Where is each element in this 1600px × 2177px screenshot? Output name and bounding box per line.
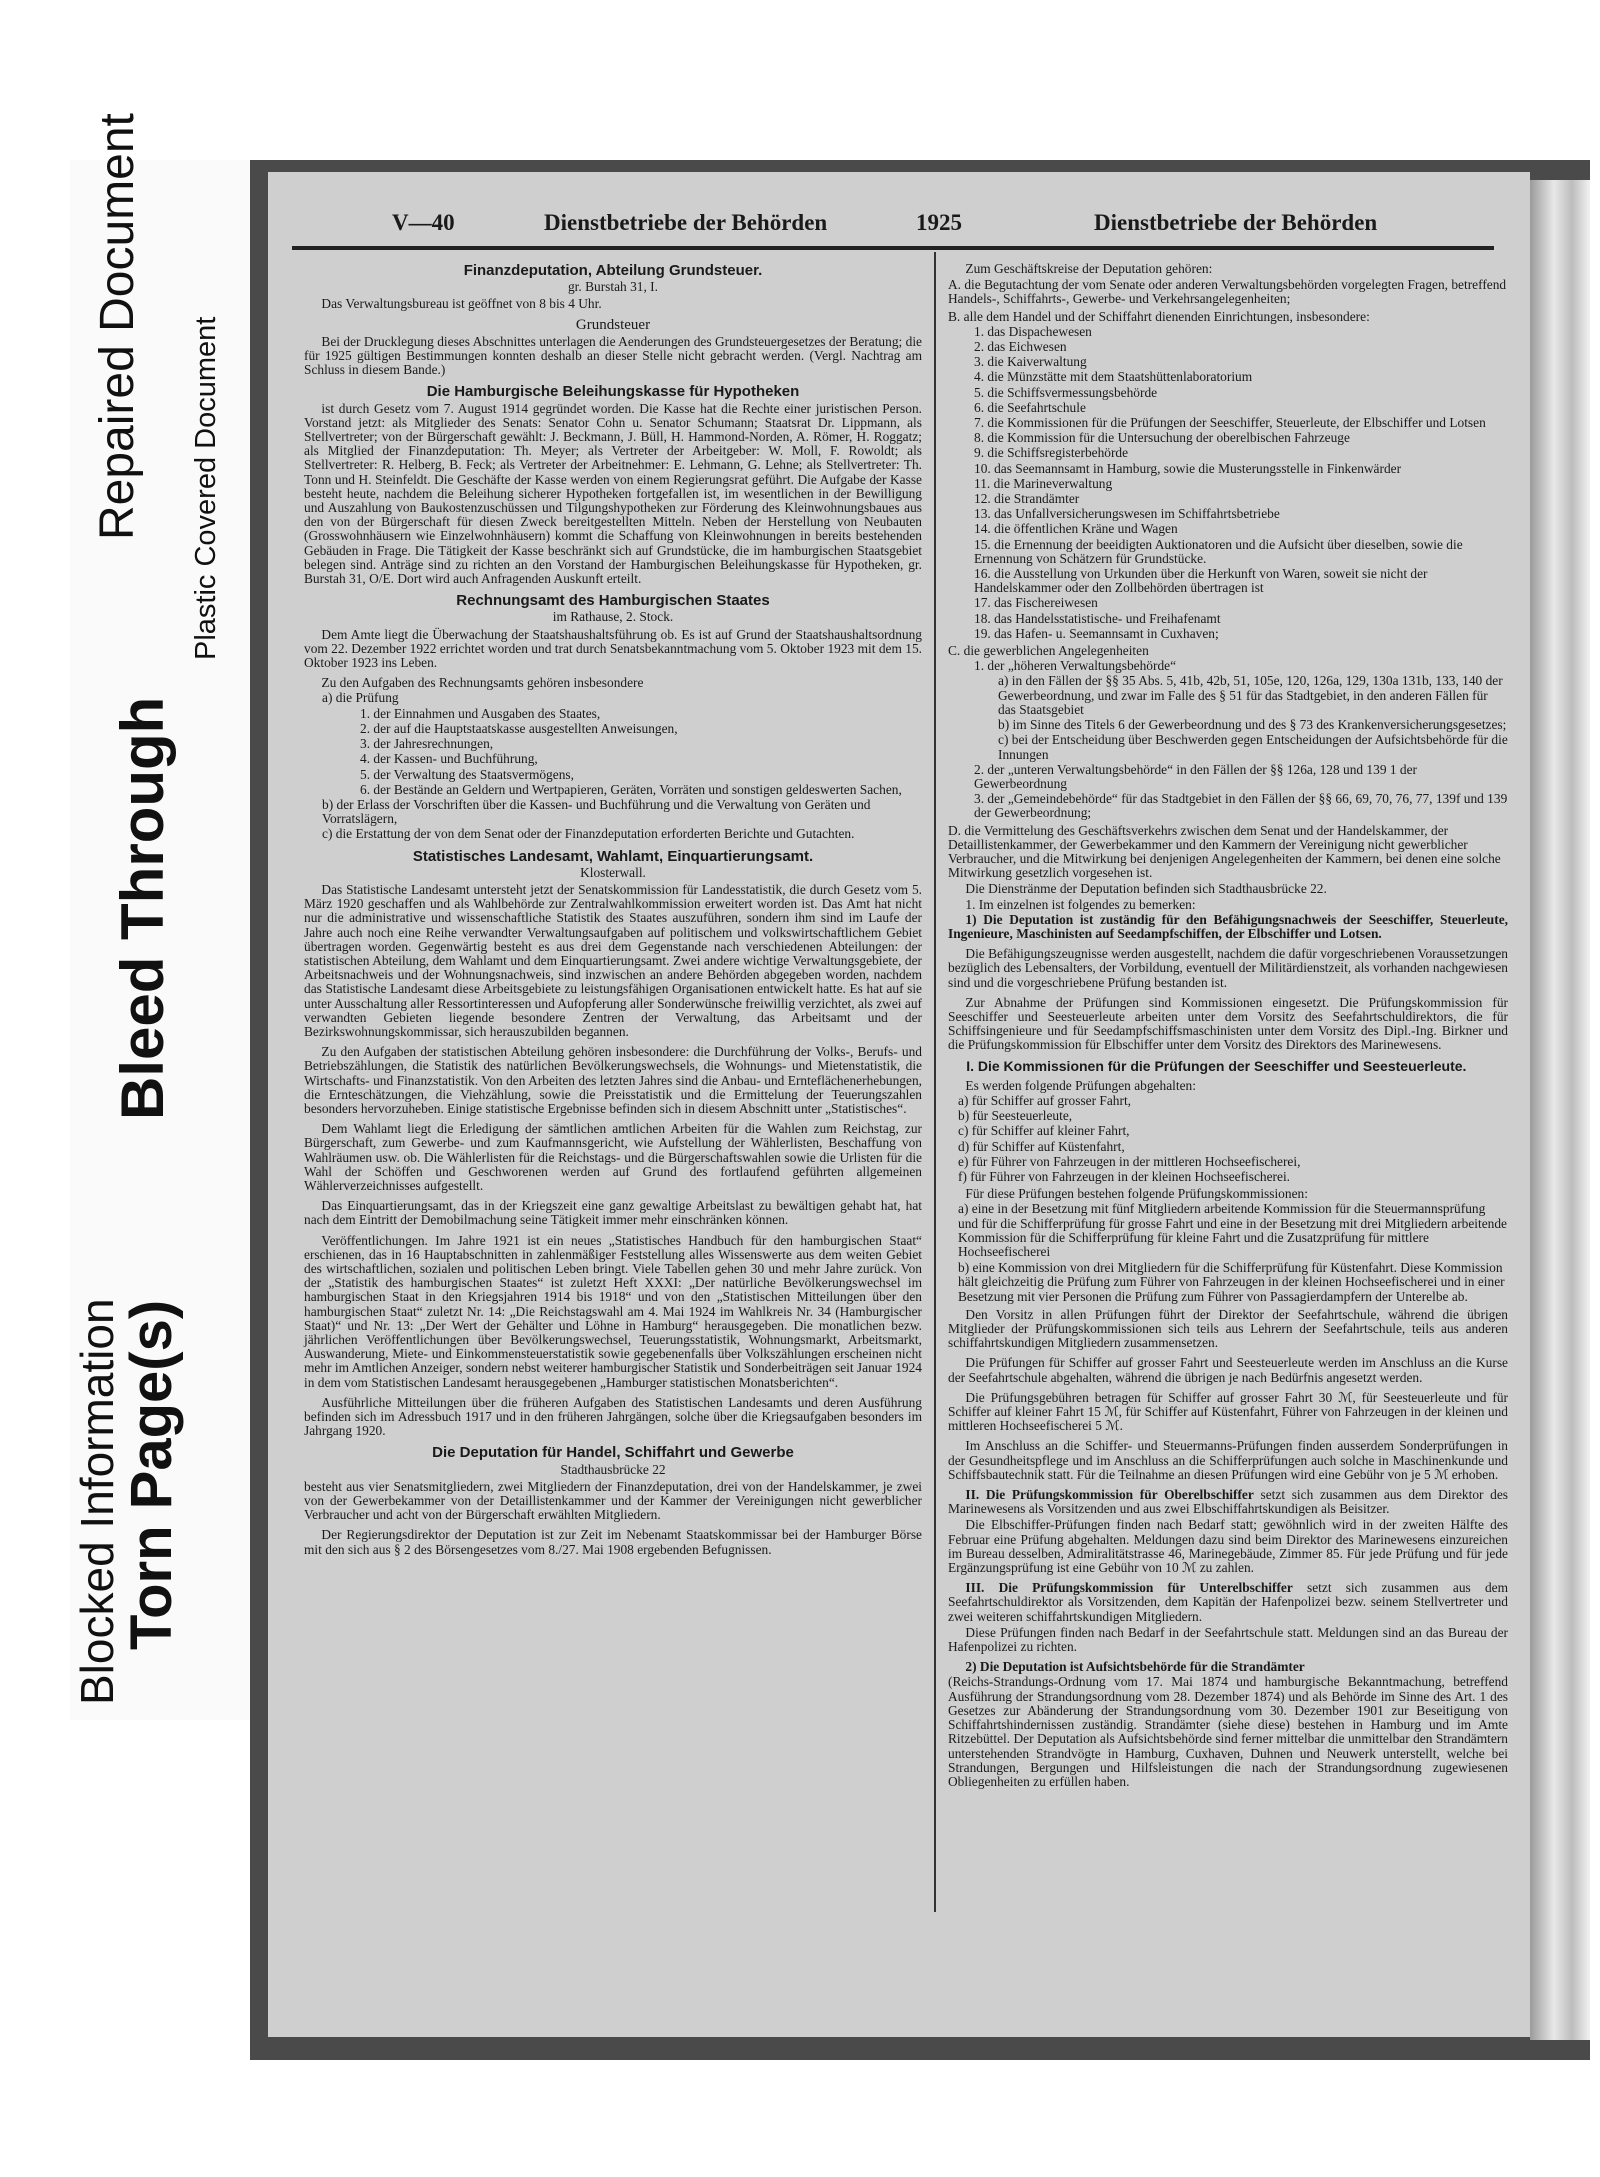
list-item: 3. die Kaiverwaltung [974, 354, 1087, 370]
list-item: 3. der Jahresrechnungen, [360, 736, 494, 752]
list-item: b) der Erlass der Vorschriften über die Kassen- und Buchführung und die Verwaltung von Geräten und Vorratslägern, [322, 796, 871, 827]
list-item: 12. die Strandämter [974, 491, 1080, 507]
plastic-covered-document-label: Plastic Covered Document [190, 316, 222, 660]
paragraph: Für diese Prüfungen bestehen folgende Prüfungskommissionen: [965, 1186, 1308, 1202]
list-item: 15. die Ernennung der beeidigten Auktionatoren und die Aufsicht über dieselben, sowie die Ernennung von Schätzern für Grundstücke. [974, 536, 1463, 566]
section-title: Die Hamburgische Beleihungskasse für Hypotheken [426, 383, 800, 401]
header-year: 1925 [916, 210, 962, 235]
paragraph: Bei der Drucklegung dieses Abschnittes unterlagen die Aenderungen des Grundsteuergesetzes der Beratung; die für 1925 gültigen Bestimmungen konnten deshalb an dieser Stelle nicht gebracht werden. (Vergl. Nachtrag am Schluss in diesem Bande.) [304, 333, 922, 378]
header-right-title: Dienstbetriebe der Behörden [1094, 210, 1378, 235]
list-item: 14. die öffentlichen Kräne und Wagen [974, 521, 1178, 537]
section-title: Rechnungsamt des Hamburgischen Staates [456, 592, 770, 610]
list-item: 13. das Unfallversicherungswesen im Schiffahrtsbetriebe [974, 506, 1280, 522]
document-page [268, 172, 1530, 2037]
section-title: Statistisches Landesamt, Wahlamt, Einquartierungsamt. [412, 847, 814, 865]
subheading: I. Die Kommissionen für die Prüfungen der Seeschiffer und Seesteuerleute. [966, 1057, 1467, 1074]
column-divider [934, 252, 936, 1912]
list-item: 17. das Fischereiwesen [974, 595, 1098, 611]
header-rule [292, 246, 1494, 250]
list-item: f) für Führer von Fahrzeugen in der kleinen Hochseefischerei. [958, 1168, 1291, 1184]
blocked-information-label: Blocked Information [71, 1298, 123, 1705]
list-item: d) für Schiffer auf Küstenfahrt, [958, 1138, 1125, 1154]
paragraph [948, 1581, 1508, 1624]
repaired-document-label: Repaired Document [91, 113, 144, 540]
left-column [304, 262, 922, 1563]
bleed-through-label: Bleed Through [109, 696, 176, 1120]
list-item: e) für Führer von Fahrzeugen in der mittleren Hochseefischerei, [958, 1153, 1301, 1169]
paragraph: Im Anschluss an die Schiffer- und Steuermanns-Prüfungen finden ausserdem Sonderprüfungen in der Gesundheitspflege und im Anschluss an die Schifferprüfungen auch solche in Maschinenkunde und Schiffsbautechnik statt. Für die Teilnahme an diesen Prüfungen wird eine Gebühr von je 5 ℳ erhoben. [948, 1438, 1508, 1482]
list-item: a) eine in der Besetzung mit fünf Mitgliedern arbeitende Kommission für die Steuermannsprüfung und für die Schifferprüfung für grosse Fahrt und eine in der Besetzung mit drei Mitgliedern arbeitende Kommission für die Schifferprüfung für kleine Fahrt und die Zusatzprüfung für mittlere Hochseefischerei [958, 1201, 1507, 1259]
paragraph: Zum Geschäftskreise der Deputation gehören: [965, 261, 1213, 276]
list-item: C. die gewerblichen Angelegenheiten [948, 643, 1149, 659]
paragraph: besteht aus vier Senatsmitgliedern, zwei Mitgliedern der Finanzdeputation, drei von der Handelskammer, je zwei von der Gewerbekammer von der Detaillistenkammer und der Kammer der Vereinigungen nicht gewerblicher Verbraucher und acht von der Bürgerschaft erwählten Mitgliedern. [304, 1478, 922, 1523]
paragraph: Dem Wahlamt liegt die Erledigung der sämtlichen amtlichen Arbeiten für die Wahlen zum Reichstag, zur Bürgerschaft, zum Gewerbe- und zum Kaufmannsgericht, wie Aufstellung der Wählerlisten, Beschaffung von Wahlräumen usw. ob. Die Wählerlisten für die Reichstags- und die Bürgerschaftswahlen sowie die Urlisten für die Wahl der Schöffen und Geschworenen werden auf Grund des fortlaufend geführten allgemeinen Wählerverzeichnisses aufgestellt. [304, 1121, 922, 1193]
header-left-title: Dienstbetriebe der Behörden [544, 210, 828, 235]
torn-pages-label: Torn Page(s) [119, 1299, 184, 1650]
list-item: 6. der Bestände an Geldern und Wertpapieren, Geräten, Vorräten und sonstigen geldeswerten Sachen, [360, 781, 902, 797]
list-item: A. die Begutachtung der vom Senate oder anderen Verwaltungsbehörden vorgelegten Fragen, betreffend Handels-, Schiffahrts-, Gewerbe- und Verkehrsangelegenheiten; [948, 277, 1507, 307]
paragraph: Die Prüfungen für Schiffer auf grosser Fahrt und Seesteuerleute werden im Anschluss an die Kurse der Seefahrtschule abgehalten, während die übrigen je nach Bedürfnis angesetzt werden. [948, 1355, 1508, 1385]
paragraph: Es werden folgende Prüfungen abgehalten: [965, 1077, 1196, 1093]
page-edge [1530, 180, 1590, 2040]
section-address: gr. Burstah 31, I. [567, 279, 658, 295]
list-item: 19. das Hafen- u. Seemannsamt in Cuxhaven; [974, 625, 1219, 641]
list-item: 1. das Dispachewesen [974, 323, 1092, 339]
paragraph: Zu den Aufgaben der statistischen Abteilung gehören insbesondere: die Durchführung der Volks-, Berufs- und Betriebszählungen, die Statistik des natürlichen Bevölkerungswechsels, die Wohnungs- und Mietenstatistik, die Wirtschafts- und Finanzstatistik. Von den Arbeiten des letzten Jahres sind die Anbau- und Ernteflächenerhebungen, die Ernteschätzungen, die Viehzählung, sowie die Preisstatistik und die Ermittelung der Teuerungszahlen besonders hervorzuheben. Einige statistische Ergebnisse befinden sich in diesem Abschnitt unter „Statistisches“. [304, 1044, 922, 1116]
paragraph: Die Prüfungsgebühren betragen für Schiffer auf grosser Fahrt 30 ℳ, für Seesteuerleute und für Schiffer auf kleiner Fahrt 15 ℳ, für Schiffer auf Küstenfahrt, Führer von Fahrzeugen in der kleinen und mittleren Hochseefischerei 5 ℳ. [948, 1389, 1508, 1434]
paragraph: Die Dienstränme der Deputation befinden sich Stadthausbrücke 22. [965, 881, 1327, 897]
list-item: 4. der Kassen- und Buchführung, [360, 751, 538, 767]
paragraph-text: setzt sich zusammen aus dem Direktor des Marinewesens als Vorsitzenden und aus zwei Elbschiffahrtskundigen als Beisitzer. [948, 1487, 1508, 1517]
page-number: V—40 [392, 210, 455, 235]
list-item: b) für Seesteuerleute, [958, 1108, 1073, 1124]
list-item: 5. die Schiffsvermessungsbehörde [974, 384, 1158, 400]
paragraph: Ausführliche Mitteilungen über die früheren Aufgaben des Statistischen Landesamts und deren Ausführung befinden sich im Adressbuch 1917 und in den früheren Jahrgängen, solche über die Kriegsaufgaben besonders im Jahrgang 1920. [304, 1394, 922, 1439]
list-item: 7. die Kommissionen für die Prüfungen der Seeschiffer, Steuerleute, der Elbschiffer und Lotsen [974, 415, 1486, 431]
list-item: c) bei der Entscheidung über Beschwerden gegen Entscheidungen der Aufsichtsbehörde für die Innungen [998, 732, 1508, 762]
paragraph: Die Befähigungszeugnisse werden ausgestellt, nachdem die dafür vorgeschriebenen Voraussetzungen bezüglich des Lebensalters, der Vorbildung, eventuell der Militärdienstzeit, als vorhanden nachgewiesen sind und die vorgeschriebene Prüfung bestanden ist. [948, 946, 1508, 990]
section-title: Die Deputation für Handel, Schiffahrt und Gewerbe [432, 1444, 794, 1462]
paragraph: ist durch Gesetz vom 7. August 1914 gegründet worden. Die Kasse hat die Rechte einer juristischen Person. Vorstand jetzt: als Mitglieder des Senats: Senator Cohn u. Senator Schumann; Staatsrat Dr. Lippmann, als Stellvertreter; von der Bürgerschaft gewählt: J. Beckmann, J. Büll, H. Hammond-Norden, A. Römer, H. Roggatz; als Mitglied der Finanzdeputation: Th. Meyer; als Vertreter der Arbeitgeber: W. Moll, F. Rowoldt; als Stellvertreter: R. Helberg, B. Feck; als Vertreter der Arbeitnehmer: E. Lehmann, G. Lehne; als Stellvertreter: Th. Tonn und H. Steinfeldt. Die Geschäfte der Kasse werden von einem Regierungsrat geführt. Die Aufgabe der Kasse besteht heute, nachdem die Beleihung sicherer Hypotheken fortgefallen ist, im wesentlichen in der Bewilligung und Auszahlung von Baukostenzuschüssen und Tilgungshypotheken zur Förderung des Kleinwohnungsbaues aus den von der Bürgerschaft für diesen Zweck bereitgestellten Mitteln. Neben der Herstellung von Neubauten (Grosswohnhäusern wie Einzelwohnhäusern) kommt die Schaffung von Kleinwohnungen in bereits bestehenden Gebäuden in Frage. Die Tätigkeit der Kasse beschränkt sich auf Grundstücke, die im hamburgischen Staatsgebiet belegen sind. Anträge sind zu richten an den Vorstand der Hamburgischen Beleihungskasse für Hypotheken, gr. Burstah 31, O/E. Dort wird auch Anfragenden Auskunft erteilt. [304, 400, 922, 587]
list-item: 8. die Kommission für die Untersuchung der oberelbischen Fahrzeuge [974, 430, 1350, 446]
list-item: 18. das Handelsstatistische- und Freihafenamt [974, 610, 1221, 626]
paragraph-text: setzt sich zusammen aus dem Seefahrtschuldirektor als Vorsitzenden, dem Kapitän der Hafenpolizei bezw. seinem Stellvertreter und zwei weiteren schiffahrtskundigen Mitgliedern. [948, 1580, 1509, 1624]
paragraph: Das Einquartierungsamt, das in der Kriegszeit eine ganz gewaltige Arbeitslast zu bewältigen gehabt hat, hat nach dem Eintritt der Demobilmachung seine Tätigkeit immer mehr einschränken können. [304, 1198, 922, 1228]
list-item: 5. der Verwaltung des Staatsvermögens, [360, 766, 574, 782]
paragraph: 2) Die Deputation ist Aufsichtsbehörde für die Strandämter [965, 1659, 1305, 1675]
list-item: 6. die Seefahrtschule [974, 399, 1086, 415]
office-hours: Das Verwaltungsbureau ist geöffnet von 8 bis 4 Uhr. [321, 296, 602, 312]
subheading: Grundsteuer [575, 316, 651, 333]
list-item: c) für Schiffer auf kleiner Fahrt, [958, 1123, 1130, 1139]
list-item: 10. das Seemannsamt in Hamburg, sowie die Musterungsstelle in Finkenwärder [974, 460, 1402, 476]
list-item: c) die Erstattung der von dem Senat oder der Finanzdeputation erforderten Berichte und Gutachten. [322, 826, 855, 842]
right-column [948, 262, 1508, 1795]
running-head [268, 210, 1530, 246]
section-title: Finanzdeputation, Abteilung Grundsteuer. [463, 262, 763, 279]
paragraph: Veröffentlichungen. Im Jahre 1921 ist ein neues „Statistisches Handbuch für den hamburgischen Staat“ erschienen, das in 16 Hauptabschnitten in zahlenmäßiger Feststellung alles Wissenswerte aus dem weiten Gebiet des wirtschaftlichen, sozialen und politischen Leben bringt. Viele Tabellen gehen 30 und mehr Jahre zurück. Von der „Statistik des hamburgischen Staates“ ist zuletzt Heft XXXI: „Der natürliche Bevölkerungswechsel im hamburgischen Staat in den Kriegsjahren 1914 bis 1918“ und von den „Statistischen Mitteilungen über den hamburgischen Staat“ zuletzt Nr. 14: „Die Reichstagswahl am 4. Mai 1924 im Wahlkreis Nr. 34 (Hamburgischer Staat)“ und Nr. 13: „Der Wert der Gehälter und Löhne in Hamburg“ herausgegeben. Die monatlichen bezw. jährlichen Veröffentlichungen über Bevölkerungswechsel, Teuerungsstatistik, Wohnungsmarkt, Arbeitsmarkt, Auswanderung, Miete- und Einkommensteuerstatistik sowie gegebenenfalls über Volkszählungen erscheinen nicht mehr im Amtlichen Anzeiger, sondern nebst weiterer hamburgischer Statistik und Sonderbeiträgen seit Januar 1924 in dem vom Statistischen Landesamt herausgegebenen „Hamburger statistischen Monatsberichten“. [304, 1232, 923, 1390]
paragraph: 1) Die Deputation ist zuständig für den Befähigungsnachweis der Seeschiffer, Steuerleute, Ingenieure, Maschinisten auf Seedampfschiffen, der Elbschiffer und Lotsen. [948, 911, 1508, 941]
list-item: 2. der auf die Hauptstaatskasse ausgestellten Anweisungen, [360, 720, 678, 736]
list-item: 1. der „höheren Verwaltungsbehörde“ [974, 658, 1177, 674]
list-item: 3. der „Gemeindebehörde“ für das Stadtgebiet in den Fällen der §§ 66, 69, 70, 76, 77, 139f und 139 der Gewerbeordnung; [974, 791, 1508, 821]
section-address: Klosterwall. [580, 864, 646, 880]
paragraph: Den Vorsitz in allen Prüfungen führt der Direktor der Seefahrtschule, während die übrigen Mitglieder der Prüfungskommissionen sich teils aus Lehrern der Seefahrtschule, teils aus anderen schiffahrtskundigen Mitgliedern zusammensetzen. [948, 1306, 1508, 1351]
paragraph: Diese Prüfungen finden nach Bedarf in der Seefahrtschule statt. Meldungen sind an das Bureau der Hafenpolizei zu richten. [948, 1624, 1508, 1655]
paragraph [948, 1488, 1508, 1516]
paragraph: (Reichs-Strandungs-Ordnung vom 17. Mai 1874 und hamburgische Bekanntmachung, betreffend Ausführung der Strandungsordnung vom 28. Dezember 1874) und als Behörde im Sinne des Art. 1 des Gesetzes zur Abänderung der Strandungsordnung vom 30. Dezember 1901 zur Beseitigung von Schiffahrtshindernissen zuständig. Strandämter (siehe diese) bestehen in Hamburg und im Amte Ritzebüttel. Der Deputation als Aufsichtsbehörde sind ferner mittelbar die unmittelbar den Strandämtern unterstehenden Strandvögte in Hamburg, Cuxhaven, Duhnen und Neuwerk unterstellt, welche bei Strandungen, Bergungen und Hilfsleistungen die nach der Strandungsordnung zugewiesenen Obliegenheiten zu erfüllen haben. [948, 1674, 1508, 1789]
paragraph: 1. Im einzelnen ist folgendes zu bemerken: [965, 896, 1196, 912]
paragraph: Zu den Aufgaben des Rechnungsamts gehören insbesondere [321, 675, 644, 691]
list-item: 2. das Eichwesen [974, 339, 1067, 355]
list-item: D. die Vermittelung des Geschäftsverkehrs zwischen dem Senat und der Handelskammer, der Detaillistenkammer, der Gewerbekammer und den Kammern der Vereinigung nicht gewerblicher Verbraucher, und die Mitwirkung bei denjenigen Angelegenheiten der Kammern, bei denen eine solche Mitwirkung gesetzlich vorgesehen ist. [948, 822, 1501, 881]
list-item: B. alle dem Handel und der Schiffahrt dienenden Einrichtungen, insbesondere: [948, 308, 1370, 324]
list-item: 11. die Marineverwaltung [974, 475, 1113, 491]
list-item: 9. die Schiffsregisterbehörde [974, 445, 1129, 461]
subheading: III. Die Prüfungskommission für Unterelbschiffer [965, 1580, 1293, 1596]
list-item: 4. die Münzstätte mit dem Staatshüttenlaboratorium [974, 369, 1253, 385]
paragraph: Die Elbschiffer-Prüfungen finden nach Bedarf statt; gewöhnlich wird in der zweiten Hälfte des Februar eine Prüfung abgehalten. Meldungen dazu sind beim Direktor des Marinewesens einzureichen im Bureau desselben, Admiralitätstrasse 46, Marinegebäude, Zimmer 85. Für jede Prüfung und für jede Ergänzungsprüfung ist eine Gebühr von 10 ℳ zu zahlen. [948, 1517, 1508, 1576]
paragraph: Zur Abnahme der Prüfungen sind Kommissionen eingesetzt. Die Prüfungskommission für Seeschiffer und Seesteuerleute arbeiten unter dem Vorsitz des Seefahrtschuldirektors, die für Schiffsingenieure und für Seedampfschiffsmaschinisten unter dem Vorsitz des Dipl.-Ing. Birkner und die Prüfungskommission für Elbschiffer unter dem Vorsitz des Direktors des Marinewesens. [948, 994, 1508, 1053]
list-item: 16. die Ausstellung von Urkunden über die Herkunft von Waren, soweit sie nicht der Handelskammer oder den Zollbehörden übertragen ist [974, 566, 1428, 596]
list-item: 2. der „unteren Verwaltungsbehörde“ in den Fällen der §§ 126a, 128 und 139 1 der Gewerbeordnung [974, 761, 1418, 791]
list-item: a) in den Fällen der §§ 35 Abs. 5, 41b, 42b, 51, 105e, 120, 126a, 129, 130a 131b, 133, 140 der Gewerbeordnung, und zwar im Falle des § 51 für das Stadtgebiet, in den anderen Fällen für das Staatsgebiet [998, 673, 1503, 717]
subheading: II. Die Prüfungskommission für Oberelbschiffer [965, 1487, 1254, 1503]
list-item: b) eine Kommission von drei Mitgliedern für die Schifferprüfung für Küstenfahrt. Diese Kommission hält gleichzeitig die Prüfung zum Führer von Fahrzeugen in der kleinen Hochseefischerei und in einer Besetzung mit vier Personen die Prüfung zum Führer von Passagierdampfern der Unterelbe ab. [958, 1260, 1505, 1304]
paragraph: Das Statistische Landesamt untersteht jetzt der Senatskommission für Landesstatistik, die durch Gesetz vom 5. März 1920 geschaffen und als Wahlbehörde zur Zentralwahlkommission erweitert worden ist. Das Amt hat nicht nur die administrative und wissenschaftliche Statistik des Staates auszuführen, sondern ihm sind im Laufe der Jahre auch noch eine Reihe verwandter Verwaltungsaufgaben auf politischem und volkswirtschaftlichem Gebiet übertragen worden. Gegenwärtig besteht es aus drei dem Gegenstande nach verschiedenen Abteilungen: der statistischen Abteilung, dem Wahlamt und dem Einquartierungsamt. Zwei andere wichtige Verwaltungsgebiete, der Arbeitsnachweis und der Wohnungsnachweis, sind inzwischen an andere Behörden abgegeben worden, nachdem das Statistische Landesamt diese Arbeitsgebiete zu leistungsfähigen Organisationen entwickelt hatte. Es hat auf sie unter Ausschaltung aller Ressortinteressen und Aufopferung aller Sonderwünsche freiwillig verzichtet, als zwei auf verwandten Gebieten liegende besondere Zentren der Verwaltung, das Arbeitsamt und der Bezirkswohnungskommissar, sich herauszubilden begannen. [304, 881, 922, 1039]
section-address: im Rathause, 2. Stock. [552, 609, 674, 625]
list-item: a) für Schiffer auf grosser Fahrt, [958, 1092, 1132, 1108]
list-item: b) im Sinne des Titels 6 der Gewerbeordnung und des § 73 des Krankenversicherungsgesetzes; [998, 717, 1507, 733]
paragraph: Dem Amte liegt die Überwachung der Staatshaushaltsführung ob. Es ist auf Grund der Staatshaushaltsordnung vom 22. Dezember 1922 errichtet worden und trat durch Senatsbekanntmachung vom 5. Oktober 1923 mit dem 15. Oktober 1923 ins Leben. [304, 626, 922, 671]
paragraph: Der Regierungsdirektor der Deputation ist zur Zeit im Nebenamt Staatskommissar bei der Hamburger Börse mit den sich aus § 2 des Börsengesetzes vom 8./27. Mai 1908 ergebenden Befugnissen. [304, 1527, 922, 1557]
list-item: a) die Prüfung [322, 690, 399, 706]
list-item: 1. der Einnahmen und Ausgaben des Staates, [360, 705, 601, 721]
section-address: Stadthausbrücke 22 [560, 1461, 666, 1477]
